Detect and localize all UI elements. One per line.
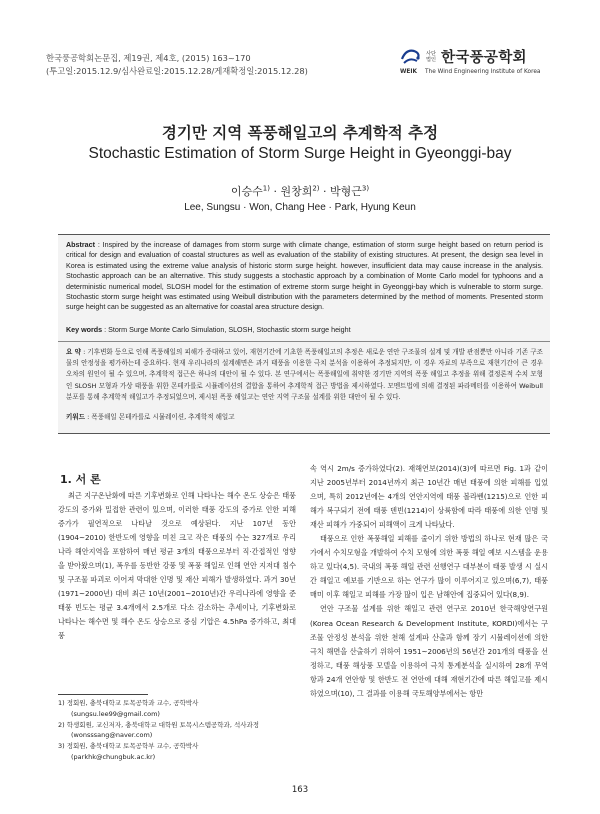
footnote: 1) 정회원, 충북대학교 토목공학과 교수, 공학박사 xyxy=(58,699,199,707)
author-name: 박형근 xyxy=(330,185,362,198)
body-column-left xyxy=(58,489,296,644)
section-heading-introduction: 1. 서 론 xyxy=(60,473,101,486)
page-number: 163 xyxy=(291,785,309,795)
keywords-label: Key words xyxy=(66,326,103,334)
author-footnotes xyxy=(58,698,296,763)
abstract-korean-text: : 기후변화 등으로 인해 폭풍해일의 피해가 증대하고 있어, 재현기간에 기초한 폭풍해일고의 추정은 새로운 연안 구조물의 설계 및 개발 관점뿐만 아니라 기존 구조물의 안정성을 평가하는데 중요하다. 현재 우리나라의 설계해면은 과거 태풍을 이용한 극치 분석을 이용하여 추정되지만, 이 경우 자료의 부족으로 재현기간이 큰 경우 오차의 원인이 될 수 있으며, 추계학적 접근은 하나의 대안이 될 수 있다. 본 연구에서는 폭풍해일에 취약한 경기만 지역의 폭풍 해일고 추정을 위해 결정론적 수치 모형인 SLOSH 모형과 가상 태풍을 위한 몬테카를로 시뮬레이션의 결합을 통하여 추계학적 접근 방법을 제시하였다. 모멘트법에 의해 결정된 파라메터를 이용하여 Weibull 분포를 통해 추계학적 해일고가 추정되었으며, 제시된 폭풍 해일고는 연안 지역 구조물 설계를 위한 대안이 될 수 있다. xyxy=(66,348,543,401)
journal-header xyxy=(46,52,308,78)
abstract-korean xyxy=(66,347,543,403)
abstract-korean-label: 요 약 xyxy=(66,348,81,356)
keywords-korean-text: : 폭풍해일 몬테카를로 시뮬레이션, 추계학적 해일고 xyxy=(87,413,235,421)
abstract-divider xyxy=(58,341,550,342)
footnote-email: (parkhk@chungbuk.ac.kr) xyxy=(71,752,156,761)
submission-dates: (투고일:2015.12.9/심사완료일:2015.12.28/게재확정일:2015.12.28) xyxy=(46,66,308,76)
paragraph: 최근 지구온난화에 따른 기후변화로 인해 나타나는 해수 온도 상승은 태풍 강도의 증가와 밀접한 관련이 있으며, 이러한 태풍 강도의 증가로 인한 피해 증가가 필연적으로 나타날 것으로 예상된다. 지난 107년 동안(1904~2010) 한반도에 영향을 미친 크고 작은 태풍의 수는 327개로 우리나라 해안지역을 포함하여 매년 평균 3개의 태풍으로부터 직·간접적인 영향을 받아왔으며(1), 폭우를 동반한 강풍 및 폭풍 해일로 인해 연안 지저대 침수 및 구조물 파괴로 이어져 막대한 인명 및 재산 피해가 발생하였다. 과거 30년(1971~2000년) 대비 최근 10년(2001~2010년)간 우리나라에 영향을 준 태풍 빈도는 평균 3.4개에서 2.5개로 다소 감소하는 추세이나, 기후변화로 나타나는 해수면 및 해수 온도 상승으로 중심 기압은 4.5hPa 증가하고, 최대 풍 xyxy=(58,491,296,641)
paper-title-english: Stochastic Estimation of Storm Surge Height in Gyeonggi-bay xyxy=(88,145,512,162)
paragraph: 속 역시 2m/s 증가하였다(2). 재해연보(2014)(3)에 따르면 Fig. 1과 같이 지난 2005년부터 2014년까지 최근 10년간 매년 태풍에 의한 피해를 입었으며, 특히 2012년에는 4개의 연안지역에 태풍 볼라벤(1215)으로 인한 피해가 복구되기 전에 태풍 덴빈(1214)이 상륙함에 따라 태풍에 의한 인명 및 재산 피해가 가중되어 피해액이 크게 나타났다. xyxy=(310,464,548,530)
keywords-english xyxy=(66,326,543,334)
author-name: 원창희 xyxy=(280,185,313,198)
keywords-english-text: : Storm Surge Monte Carlo Simulation, SLOSH, Stochastic storm surge height xyxy=(104,326,351,334)
paragraph: 태풍으로 인한 폭풍해일 피해를 줄이기 위한 방법의 하나로 현재 많은 국가에서 수치모형을 개발하여 수치 모형에 의한 폭풍 해일 예보 시스템을 운용하고 있다(4,5). 국내의 폭풍 해일 관련 선행연구 대부분이 태풍 발생 시 실시간 해일고 예보를 기반으로 하는 연구가 많이 이루어지고 있으며(6,7), 태풍 매미 이후 해일고 피해를 가장 많이 입은 남해안에 집중되어 있다(8,9). xyxy=(310,534,548,600)
logo-abbreviation: WEIK xyxy=(400,69,418,75)
wind-swirl-icon xyxy=(400,47,422,67)
footnote: 3) 정회원, 충북대학교 토목공학부 교수, 공학박사 xyxy=(58,742,199,751)
paragraph: 연안 구조물 설계를 위한 해일고 관련 연구로 2010년 한국해양연구원(Korea Ocean Research & Development Institute, KORDI)에서는 구조물 안정성 분석을 위한 천해 설계파 산출과 함께 장기 시뮬레이션에 의한 극치 해면을 산출하기 위하여 1951~2006년의 56년간 201개의 태풍을 선정하고, 태풍 해상풍 모델을 이용하여 극치 통계분석을 실시하여 28개 무역항과 24개 연안항 및 한반도 전 연안에 대해 재현기간에 따른 해일고를 제시하였으며(10), 그 결과를 이용해 국토해양부에서는 항만 xyxy=(310,604,548,698)
keywords-korean-label: 키워드 xyxy=(66,413,85,421)
footnote: 2) 학생회원, 교신저자, 충북대학교 대학원 토목시스템공학과, 석사과정 xyxy=(58,720,260,729)
footnote-email: (wonsssang@naver.com) xyxy=(71,731,153,740)
authors-english: Lee, Sungsu · Won, Chang Hee · Park, Hyung Keun xyxy=(184,202,416,213)
body-column-right xyxy=(310,462,548,701)
abstract-box xyxy=(58,234,550,434)
abstract-english-text: : Inspired by the increase of damages from storm surge with climate change, estimation of storm surge height based on return period is critical for design and evaluation of coastal structures as well as evaluation of the stability of existing structures. At present, the design sea level in Korea is estimated using the extreme value analysis of historic storm surge height. however, insufficient data may cause increase in the analysis. Stochastic approach can be an alternative. This study suggests a stochastic approach by a combination of Monte Carlo model for typhoons and a deterministic numerical model, SLOSH model for the estimation of extreme storm surge height in Gyeonggi-bay which is vulnerable to storm surge. Stochastic storm surge height was estimated using Weibull distribution with the parameters determined by the method of moments. Presented storm surge height can be suggested as an alternative for coastal area structure design. xyxy=(66,241,543,312)
author-affiliation-marker: 2) xyxy=(312,184,320,193)
logo-english-name: The Wind Engineering Institute of Korea xyxy=(425,69,541,75)
abstract-english xyxy=(66,240,543,313)
author-separator: · xyxy=(269,185,281,198)
footnote-email: (sungsu.lee99@gmail.com) xyxy=(71,709,160,718)
journal-citation: 한국풍공학회논문집, 제19권, 제4호, (2015) 163~170 xyxy=(46,53,251,63)
author-separator: · xyxy=(319,185,331,198)
logo-corporation-label: 사단 법인 xyxy=(426,50,437,63)
author-affiliation-marker: 3) xyxy=(361,184,370,193)
keywords-korean xyxy=(66,411,543,421)
abstract-label: Abstract xyxy=(66,241,95,249)
footnote-rule xyxy=(58,694,148,695)
author-affiliation-marker: 1) xyxy=(262,184,270,193)
authors-korean xyxy=(0,183,600,199)
author-name: 이승수 xyxy=(230,185,263,198)
logo-society-name: 한국풍공학회 xyxy=(441,50,527,66)
paper-title-korean: 경기만 지역 폭풍해일고의 추계학적 추정 xyxy=(161,124,439,142)
society-logo xyxy=(400,46,560,75)
